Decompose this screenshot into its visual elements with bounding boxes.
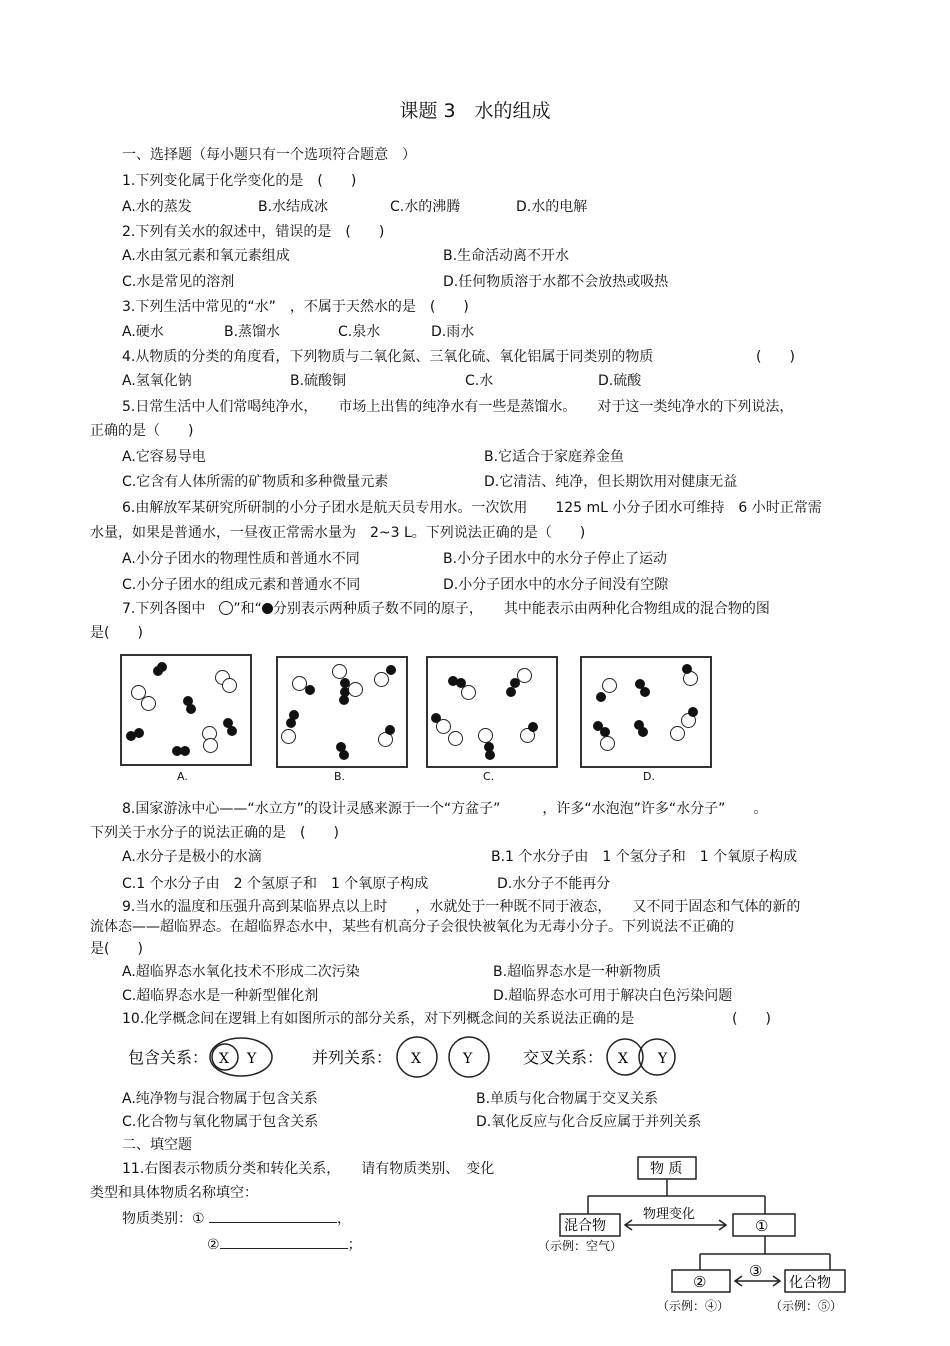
relation-diagrams <box>120 1036 700 1078</box>
option-c: C.它含有人体所需的矿物质和多种微量元素 <box>122 474 389 490</box>
classification-diagram <box>530 1152 870 1322</box>
set-y-label: Y <box>658 1051 668 1067</box>
question-stem: 3.下列生活中常见的“水” ，不属于天然水的是 ( ) <box>122 299 469 315</box>
question-stem: 5.日常生活中人们常喝纯净水， 市场上出售的纯净水有一些是蒸馏水。 对于这一类纯净水的下列说法， <box>122 399 794 415</box>
white-atom <box>203 738 218 753</box>
option-c: C.化合物与氧化物属于包含关系 <box>122 1114 319 1130</box>
option-d: D.任何物质溶于水都不会放热或吸热 <box>443 274 669 290</box>
white-atom <box>602 678 617 693</box>
figure-label-c: C. <box>483 770 495 783</box>
option-d: D.超临界态水可用于解决白色污染问题 <box>493 988 733 1004</box>
question-stem-cont: 类型和具体物质名称填空： <box>90 1185 258 1201</box>
black-atom <box>596 692 606 702</box>
option-c: C.水是常见的溶剂 <box>122 274 235 290</box>
option-c: C.1 个水分子由 2 个氢原子和 1 个氧原子构成 <box>122 876 429 892</box>
black-atom <box>640 687 650 697</box>
black-atom <box>485 750 495 760</box>
option-a: A.水由氢元素和氧元素组成 <box>122 248 290 264</box>
question-stem-cont: 流体态——超临界态。在超临界态水中，某些有机高分子会很快被氧化为无毒小分子。下列说法不正确的 <box>90 919 734 935</box>
option-d: D.小分子团水中的水分子间没有空隙 <box>443 577 669 593</box>
figure-b <box>276 656 408 768</box>
question-stem: 9.当水的温度和压强升高到某临界点以上时 ，水就处于一种既不同于液态， 又不同于固态和气体的新的 <box>122 899 801 915</box>
answer-blank[interactable] <box>209 1210 337 1223</box>
option-a: A.小分子团水的物理性质和普通水不同 <box>122 551 360 567</box>
option-a: A.超临界态水氧化技术不形成二次污染 <box>122 964 360 980</box>
option-d: D.氧化反应与化合反应属于并列关系 <box>476 1114 702 1130</box>
example-air: （示例：空气） <box>538 1239 623 1253</box>
question-stem: 11.右图表示物质分类和转化关系， 请有物质类别、 变化 <box>122 1161 495 1177</box>
black-atom <box>339 750 349 760</box>
label-circle-2: ② <box>693 1273 707 1291</box>
question-stem: 1.下列变化属于化学变化的是 ( ) <box>122 173 357 189</box>
section-heading: 二、填空题 <box>122 1137 192 1153</box>
option-a: A.氢氧化钠 <box>122 373 192 389</box>
black-atom <box>506 687 516 697</box>
option-c: C.小分子团水的组成元素和普通水不同 <box>122 577 361 593</box>
example-5: （示例：⑤） <box>770 1299 843 1313</box>
option-a: A.它容易导电 <box>122 449 206 465</box>
option-b: B.蒸馏水 <box>224 324 281 340</box>
option-b: B.它适合于家庭养金鱼 <box>484 449 625 465</box>
set-x-label: X <box>411 1051 421 1067</box>
label-mixture: 混合物 <box>564 1218 606 1234</box>
set-y-label: Y <box>463 1051 473 1067</box>
option-b: B.硫酸铜 <box>290 373 347 389</box>
question-stem-cont: 水量，如果是普通水，一昼夜正常需水量为 2~3 L。下列说法正确的是（ ) <box>90 525 586 541</box>
fill-blank-2: ② ； <box>207 1237 362 1253</box>
black-atom <box>386 665 396 675</box>
black-atom <box>227 726 237 736</box>
question-stem-cont: 是( ) <box>90 941 143 957</box>
option-a: A.纯净物与混合物属于包含关系 <box>122 1091 318 1107</box>
tree-lines <box>700 1236 830 1270</box>
black-atom <box>682 664 692 674</box>
diagram-label-include: 包含关系： <box>128 1048 209 1067</box>
option-b: B.生命活动离不开水 <box>443 248 570 264</box>
option-b: B.单质与化合物属于交叉关系 <box>476 1091 659 1107</box>
option-d: D.水的电解 <box>516 199 588 215</box>
black-atom-icon <box>262 603 273 614</box>
white-atom <box>332 664 347 679</box>
set-x-label: X <box>618 1051 628 1067</box>
set-y-circle <box>639 1039 675 1075</box>
option-b: B.1 个水分子由 1 个氢分子和 1 个氧原子构成 <box>491 849 798 865</box>
question-stem: 7.下列各图中 ”和“ 分别表示两种质子数不同的原子， 其中能表示由两种化合物组成的混合物的图 <box>122 601 770 617</box>
option-c: C.超临界态水是一种新型催化剂 <box>122 988 319 1004</box>
black-atom <box>385 725 395 735</box>
white-atom <box>281 729 296 744</box>
figure-label-a: A. <box>177 770 188 783</box>
white-atom <box>670 726 685 741</box>
option-c: C.水的沸腾 <box>390 199 461 215</box>
question-stem-cont: 正确的是（ ) <box>90 423 194 439</box>
option-d: D.硫酸 <box>598 373 642 389</box>
option-c: C.水 <box>465 373 494 389</box>
black-atom <box>528 722 538 732</box>
white-atom <box>600 736 615 751</box>
white-atom <box>141 696 156 711</box>
diagram-label-parallel: 并列关系： <box>312 1048 393 1067</box>
figure-c <box>426 656 558 768</box>
white-atom <box>448 731 463 746</box>
set-y-label: Y <box>247 1051 257 1067</box>
fill-blank-1: 物质类别：① ， <box>122 1211 352 1227</box>
white-atom <box>517 668 532 683</box>
black-atom <box>186 704 196 714</box>
black-atom <box>157 662 167 672</box>
figure-a <box>120 654 252 766</box>
question-stem: 4.从物质的分类的角度看，下列物质与二氧化氮、三氧化硫、氧化铝属于同类别的物质 <box>122 349 654 365</box>
white-atom <box>348 682 363 697</box>
black-atom <box>431 713 441 723</box>
option-d: D.它清洁、纯净，但长期饮用对健康无益 <box>484 474 738 490</box>
answer-paren: ( ) <box>756 349 795 365</box>
figure-d <box>580 656 712 768</box>
option-b: B.水结成冰 <box>258 199 329 215</box>
white-atom <box>222 678 237 693</box>
black-atom <box>305 685 315 695</box>
example-4: （示例：④） <box>657 1299 730 1313</box>
question-stem: 10.化学概念间在逻辑上有如图所示的部分关系，对下列概念间的关系说法正确的是 <box>122 1011 635 1027</box>
set-x-label: X <box>219 1051 229 1067</box>
label-substance: 物 质 <box>650 1161 683 1177</box>
black-atom <box>638 727 648 737</box>
option-a: A.水分子是极小的水滴 <box>122 849 262 865</box>
white-atom-icon <box>219 601 233 615</box>
label-compound: 化合物 <box>789 1275 831 1291</box>
black-atom <box>180 746 190 756</box>
white-atom <box>374 672 389 687</box>
black-atom <box>289 710 299 720</box>
figure-label-d: D. <box>643 770 655 783</box>
page-title: 课题 3 水的组成 <box>399 100 551 122</box>
section-heading: 一、选择题（每小题只有一个选项符合题意 ） <box>122 147 416 163</box>
option-a: A.硬水 <box>122 324 164 340</box>
black-atom <box>688 707 698 717</box>
option-a: A.水的蒸发 <box>122 199 192 215</box>
label-physical-change: 物理变化 <box>643 1207 696 1222</box>
answer-paren: ( ) <box>732 1011 771 1027</box>
diagram-label-cross: 交叉关系： <box>523 1048 604 1067</box>
black-atom <box>134 728 144 738</box>
question-stem: 2.下列有关水的叙述中，错误的是 ( ) <box>122 224 385 240</box>
option-b: B.小分子团水中的水分子停止了运动 <box>443 551 668 567</box>
black-atom <box>339 695 349 705</box>
white-atom <box>478 728 493 743</box>
option-b: B.超临界态水是一种新物质 <box>493 964 662 980</box>
question-stem-cont: 下列关于水分子的说法正确的是 ( ) <box>90 825 339 841</box>
option-d: D.水分子不能再分 <box>497 876 611 892</box>
white-atom <box>461 685 476 700</box>
label-circle-1: ① <box>755 1217 769 1235</box>
question-stem: 8.国家游泳中心——“水立方”的设计灵感来源于一个“方盆子” ，许多“水泡泡”许多“水分子” 。 <box>122 801 768 817</box>
label-circle-3: ③ <box>749 1262 763 1280</box>
option-c: C.泉水 <box>338 324 381 340</box>
question-stem-cont: 是( ) <box>90 625 143 641</box>
figure-label-b: B. <box>334 770 346 783</box>
question-stem: 6.由解放军某研究所研制的小分子团水是航天员专用水。一次饮用 125 mL 小分子团水可维持 6 小时正常需 <box>122 500 822 516</box>
option-d: D.雨水 <box>431 324 475 340</box>
answer-blank[interactable] <box>220 1236 348 1249</box>
